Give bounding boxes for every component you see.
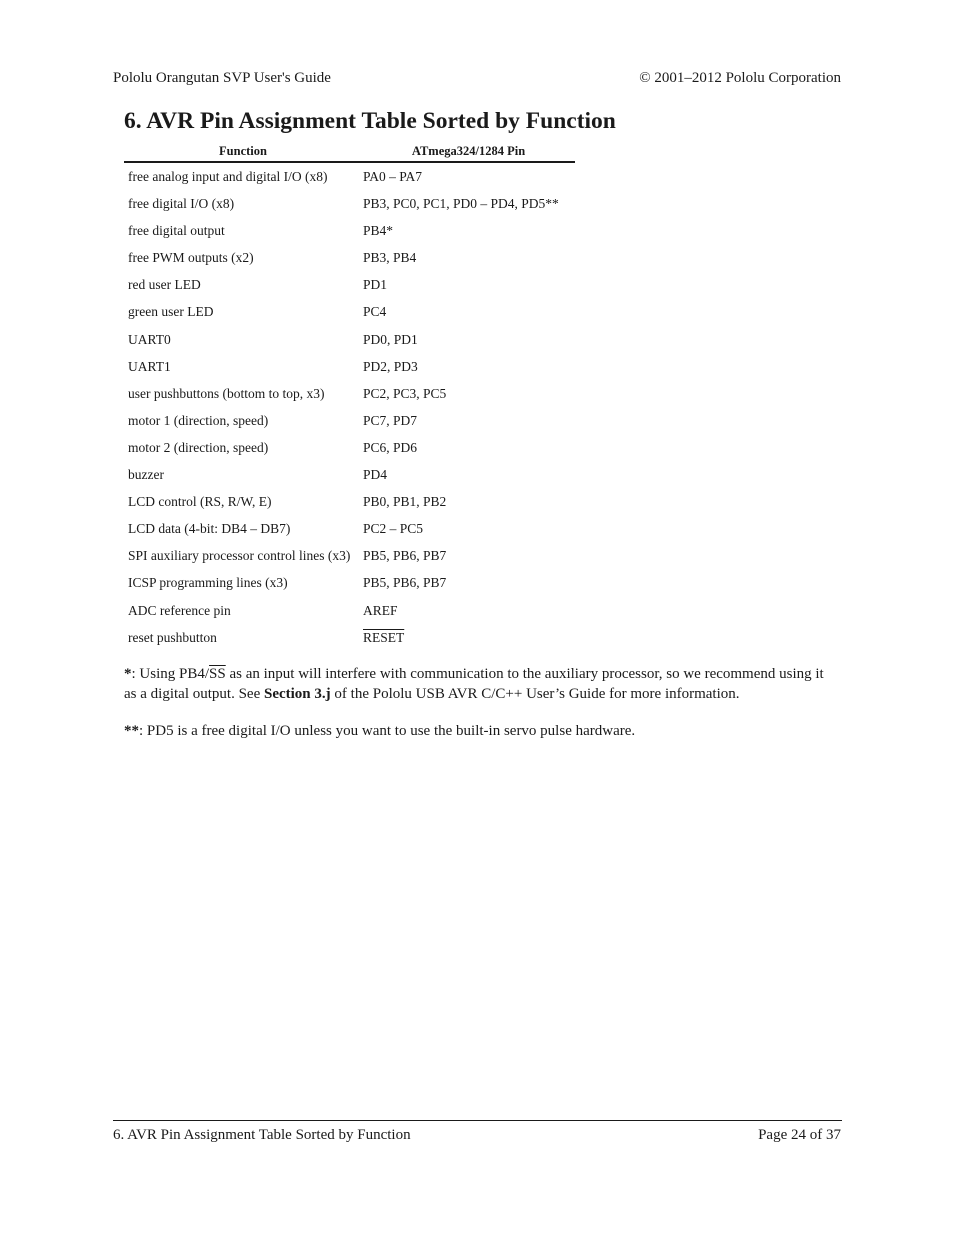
function-cell: buzzer — [128, 467, 164, 483]
pin-cell: PB5, PB6, PB7 — [363, 575, 447, 591]
table-row — [124, 326, 575, 353]
pin-cell: PB5, PB6, PB7 — [363, 548, 447, 564]
footnote-text: as an input will interfere with communication to the auxiliary processor, so we recommend using it as a digital output. See — [124, 666, 824, 702]
table-row — [124, 542, 575, 569]
function-cell: user pushbuttons (bottom to top, x3) — [128, 385, 325, 401]
table-row — [124, 407, 575, 434]
table-row — [124, 515, 575, 542]
table-row — [124, 190, 575, 217]
pin-cell: PD1 — [363, 277, 388, 293]
pin-cell: PD4 — [363, 467, 388, 483]
pin-cell: PC6, PD6 — [363, 439, 418, 455]
footer-section-title: 6. AVR Pin Assignment Table Sorted by Function — [113, 1127, 411, 1143]
footer-divider — [113, 1120, 842, 1121]
footnote-text: : PD5 is a free digital I/O unless you want to use the built-in servo pulse hardware. — [139, 723, 636, 739]
pin-cell: PC2 – PC5 — [363, 521, 424, 537]
page-number: Page 24 of 37 — [758, 1127, 841, 1143]
pin-cell: PB4* — [363, 223, 394, 239]
table-row — [124, 298, 575, 325]
table-row — [124, 488, 575, 515]
column-header-pin: ATmega324/1284 Pin — [411, 144, 526, 158]
function-cell: free analog input and digital I/O (x8) — [128, 169, 328, 184]
column-header-function: Function — [219, 144, 267, 158]
footnote-single-asterisk — [124, 665, 836, 704]
table-row — [124, 217, 575, 244]
footnote-marker: * — [124, 666, 132, 682]
function-cell: reset pushbutton — [128, 629, 217, 645]
function-cell: UART1 — [128, 358, 171, 374]
function-cell: UART0 — [128, 331, 171, 347]
pin-cell — [363, 624, 575, 651]
section-link[interactable]: Section 3.j — [263, 685, 331, 702]
function-cell: motor 2 (direction, speed) — [128, 439, 269, 455]
footnote-text: of the Pololu USB AVR C/C++ User’s Guide for more information. — [330, 685, 740, 702]
running-header-copyright: © 2001–2012 Pololu Corporation — [639, 70, 841, 86]
function-cell: motor 1 (direction, speed) — [128, 412, 269, 428]
ss-overlined: $\overline{SS}$ — [209, 666, 226, 682]
pin-cell: PA0 – PA7 — [363, 169, 423, 184]
table-row — [124, 624, 575, 651]
pin-cell: PD0, PD1 — [363, 331, 418, 347]
table-row — [124, 353, 575, 380]
pin-cell: PD2, PD3 — [363, 358, 418, 374]
function-cell: LCD control (RS, R/W, E) — [128, 494, 272, 510]
pin-cell: PC2, PC3, PC5 — [363, 385, 447, 401]
pin-assignment-table — [124, 143, 575, 651]
running-header-title: Pololu Orangutan SVP User's Guide — [113, 70, 331, 86]
function-cell: ICSP programming lines (x3) — [128, 575, 288, 591]
table-row — [124, 271, 575, 298]
pin-cell: AREF — [363, 602, 398, 618]
footnote-double-asterisk — [124, 722, 836, 742]
function-cell: LCD data (4-bit: DB4 – DB7) — [128, 521, 291, 537]
table-header — [124, 143, 575, 163]
table-row — [124, 434, 575, 461]
table-row — [124, 461, 575, 488]
pin-cell: PB3, PC0, PC1, PD0 – PD4, PD5** — [363, 196, 559, 212]
table-row — [124, 597, 575, 624]
pin-cell: PB0, PB1, PB2 — [363, 494, 447, 510]
footnote-marker: ** — [124, 723, 139, 739]
pin-cell: PB3, PB4 — [363, 250, 417, 266]
function-cell: red user LED — [128, 277, 201, 293]
footnote-text: : Using PB4/ — [131, 666, 210, 682]
table-row — [124, 569, 575, 596]
function-cell: green user LED — [128, 304, 214, 320]
table-row — [124, 163, 575, 190]
table-row — [124, 380, 575, 407]
function-cell: free PWM outputs (x2) — [128, 250, 254, 266]
function-cell: SPI auxiliary processor control lines (x3) — [128, 548, 351, 564]
reset-pin-overlined: RESET — [363, 629, 405, 645]
pin-cell: PC4 — [363, 304, 387, 320]
function-cell: free digital I/O (x8) — [128, 196, 235, 212]
section-title: 6. AVR Pin Assignment Table Sorted by Function — [124, 108, 616, 134]
function-cell: ADC reference pin — [128, 602, 231, 618]
function-cell: free digital output — [128, 223, 225, 239]
pin-cell: PC7, PD7 — [363, 412, 418, 428]
table-row — [124, 244, 575, 271]
